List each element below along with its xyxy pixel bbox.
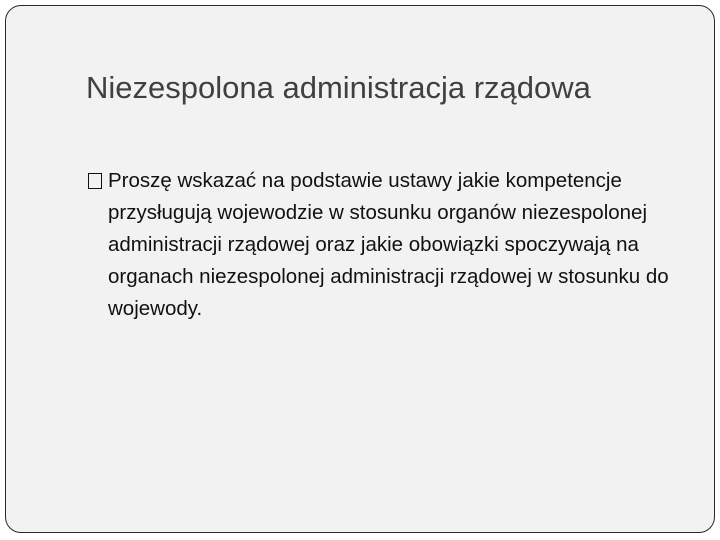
slide-title: Niezespolona administracja rządowa: [86, 70, 591, 105]
bullet-item: [88, 165, 708, 325]
missing-glyph-box-icon: [88, 173, 102, 189]
slide-frame: [5, 5, 715, 533]
bullet-text: Proszę wskazać na podstawie ustawy jakie kompetencje przysługują wojewodzie w stosunku organów niezespolonej administracji rządowej oraz jakie obowiązki spoczywają na organach niezespolonej administracji rządowej w stosunku do wojewody.: [108, 169, 669, 320]
slide-body: [88, 165, 708, 325]
